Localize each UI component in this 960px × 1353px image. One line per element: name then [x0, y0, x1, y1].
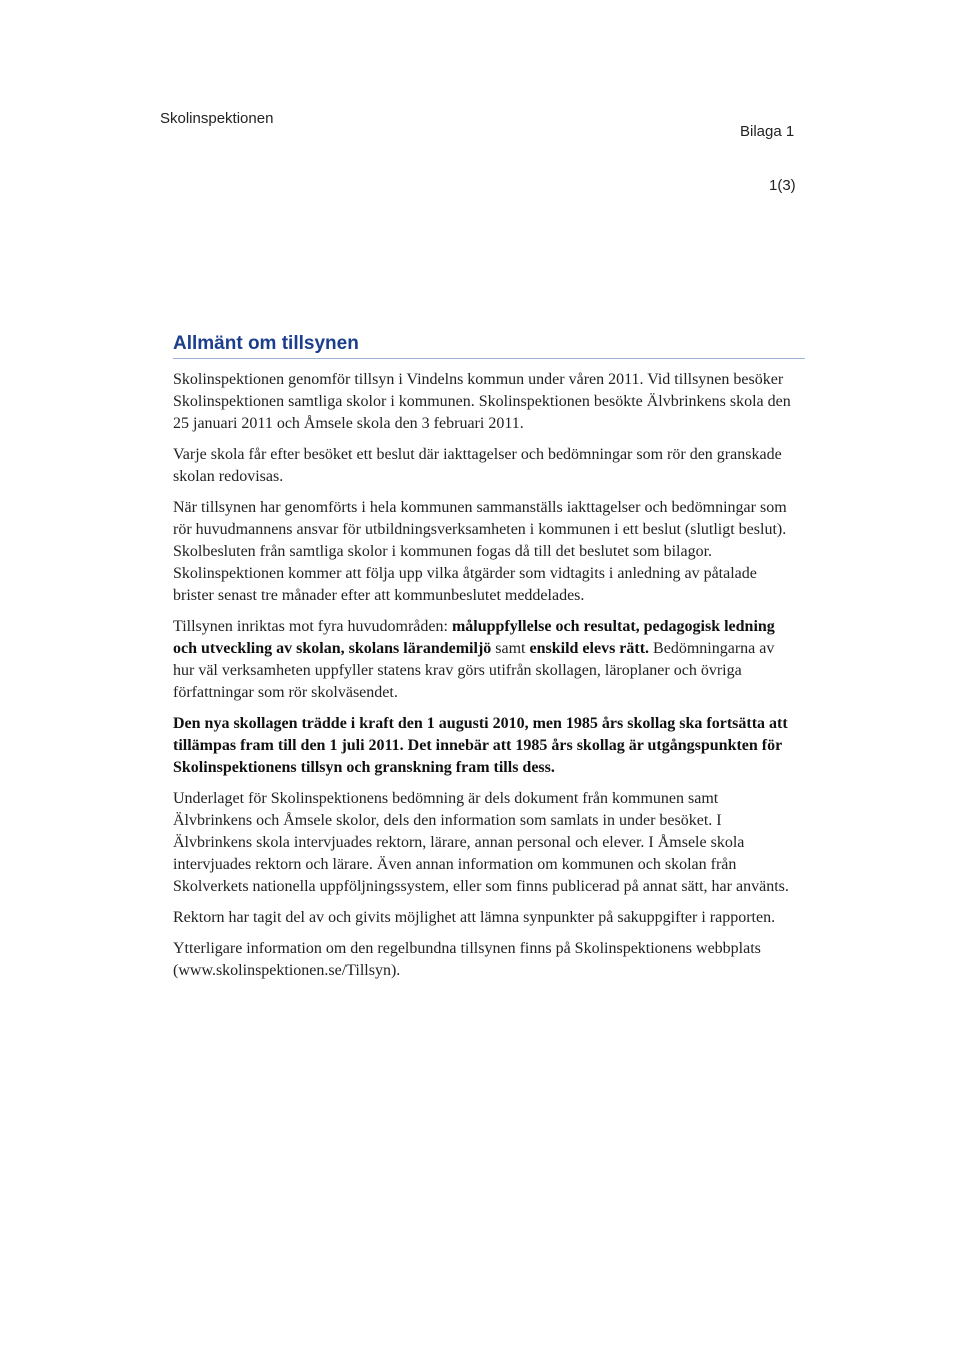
paragraph-4	[173, 616, 793, 704]
organization-name: Skolinspektionen	[160, 110, 274, 127]
paragraph-8: Ytterligare information om den regelbundna tillsynen finns på Skolinspektionens webbplats (www.skolinspektionen.se/Tillsyn).	[173, 940, 761, 979]
p4-text-3: Bedömningarna av hur väl verksamheten uppfyller statens krav görs utifrån skollagen, läroplaner och övriga författningar som rör skolväsendet.	[173, 640, 775, 701]
document-body	[173, 369, 793, 991]
p5-bold-text: Den nya skollagen trädde i kraft den 1 augusti 2010, men 1985 års skollag ska fortsätta att tillämpas fram till den 1 juli 2011. Det innebär att 1985 års skollag är utgångspunkten för Skolinspektionens tillsyn och granskning fram tills dess.	[173, 715, 788, 776]
p4-bold-rights: enskild elevs rätt.	[529, 640, 650, 657]
paragraph-5	[173, 713, 793, 779]
p4-text-2: samt	[491, 640, 530, 657]
p4-text-1: Tillsynen inriktas mot fyra huvudområden:	[173, 618, 452, 635]
paragraph-3: När tillsynen har genomförts i hela kommunen sammanställs iakttagelser och bedömningar som rör huvudmannens ansvar för utbildningsverksamheten i kommunen i ett beslut (slutligt beslut). Skolbesluten från samtliga skolor i kommunen fogas då till det beslutet som bilagor. Skolinspektionen kommer att följa upp vilka åtgärder som vidtagits i anledning av påtalade brister senast tre månader efter att kommunbeslutet meddelades.	[173, 499, 787, 604]
section-heading-container	[173, 333, 805, 359]
paragraph-1: Skolinspektionen genomför tillsyn i Vindelns kommun under våren 2011. Vid tillsynen besöker Skolinspektionen samtliga skolor i kommunen. Skolinspektionen besökte Älvbrinkens skola den 25 januari 2011 och Åmsele skola den 3 februari 2011.	[173, 371, 791, 432]
p4-bold-areas: måluppfyllelse och resultat, pedagogisk ledning och utveckling av skolan, skolans lärandemiljö	[173, 618, 775, 657]
page-number: 1(3)	[769, 177, 796, 194]
section-title: Allmänt om tillsynen	[173, 333, 359, 354]
paragraph-2: Varje skola får efter besöket ett beslut där iakttagelser och bedömningar som rör den granskade skolan redovisas.	[173, 446, 782, 485]
paragraph-6: Underlaget för Skolinspektionens bedömning är dels dokument från kommunen samt Älvbrinkens och Åmsele skolor, dels den information som samlats in under besöket. I Älvbrinkens skola intervjuades rektorn, lärare, annan personal och elever. I Åmsele skola intervjuades rektorn och lärare. Även annan information om kommunen och skolan från Skolverkets nationella uppföljningssystem, eller som finns publicerad på annat sätt, har använts.	[173, 790, 789, 895]
paragraph-7: Rektorn har tagit del av och givits möjlighet att lämna synpunkter på sakuppgifter i rapporten.	[173, 909, 776, 926]
attachment-label: Bilaga 1	[740, 123, 795, 140]
